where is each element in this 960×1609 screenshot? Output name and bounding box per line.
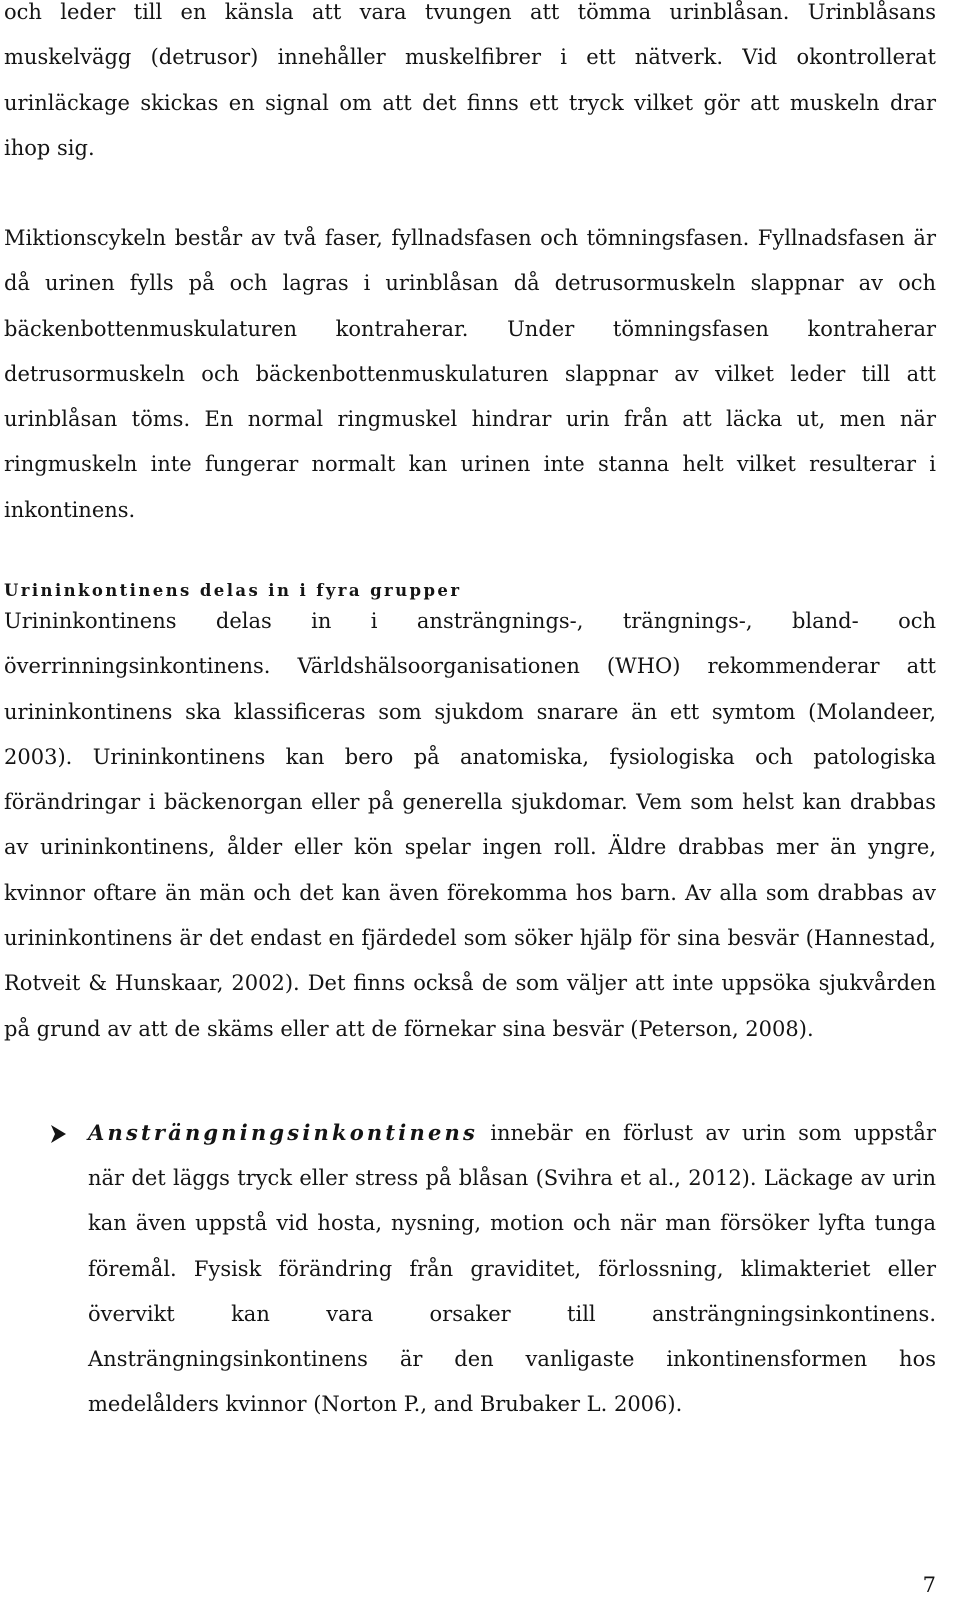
paragraph-bladder-muscle: och leder till en känsla att vara tvungen att tömma urinblåsan. Urinblåsans muskelvägg (detrusor) innehåller muskelfibrer i ett nätverk. Vid okontrollerat urinläckage skickas en signal om att det finns ett tryck vilket gör att muskeln drar ihop sig. [4, 0, 936, 160]
paragraph-incontinence-groups: Urininkontinens delas in i ansträngnings-, trängnings-, bland- och överrinningsinkontinens. Världshälsoorganisationen (WHO) rekommenderar att urininkontinens ska klassificeras som sjukdom snarare än ett symtom (Molandeer, 2003). Urininkontinens kan bero på anatomiska, fysiologiska och patologiska förändringar i bäckenorgan eller på generella sjukdomar. Vem som helst kan drabbas av urininkontinens, ålder eller kön spelar ingen roll. Äldre drabbas mer än yngre, kvinnor oftare än män och det kan även förekomma hos barn. Av alla som drabbas av urininkontinens är det endast en fjärdedel som söker hjälp för sina besvär (Hannestad, Rotveit & Hunskaar, 2002). Det finns också de som väljer att inte uppsöka sjukvården på grund av att de skäms eller att de förnekar sina besvär (Peterson, 2008). [4, 609, 936, 1041]
arrowhead-bullet-icon [48, 1117, 70, 1151]
paragraph-micturition-cycle: Miktionscykeln består av två faser, fyllnadsfasen och tömningsfasen. Fyllnadsfasen är då urinen fylls på och lagras i urinblåsan då detrusormuskeln slappnar av och bäckenbottenmuskulaturen kontraherar. Under tömningsfasen kontraherar detrusormuskeln och bäckenbottenmuskulaturen slappnar av vilket leder till att urinblåsan töms. En normal ringmuskel hindrar urin från att läcka ut, men när ringmuskeln inte fungerar normalt kan urinen inte stanna helt vilket resulterar i inkontinens. [4, 226, 936, 522]
bullet-item-stress-incontinence [88, 1110, 936, 1427]
bullet-term: Ansträngningsinkontinens [88, 1120, 478, 1145]
page-number: 7 [922, 1573, 936, 1597]
bullet-description: innebär en förlust av urin som uppstår när det läggs tryck eller stress på blåsan (Svihra et al., 2012). Läckage av urin kan även uppstå vid hosta, nysning, motion och när man försöker lyfta tunga föremål. Fysisk förändring från graviditet, förlossning, klimakteriet eller övervikt kan vara orsaker till ansträngningsinkontinens. Ansträngningsinkontinens är den vanligaste inkontinensformen hos medelålders kvinnor (Norton P., and Brubaker L. 2006). [88, 1121, 936, 1417]
section-heading: Urininkontinens delas in i fyra grupper [4, 581, 462, 600]
